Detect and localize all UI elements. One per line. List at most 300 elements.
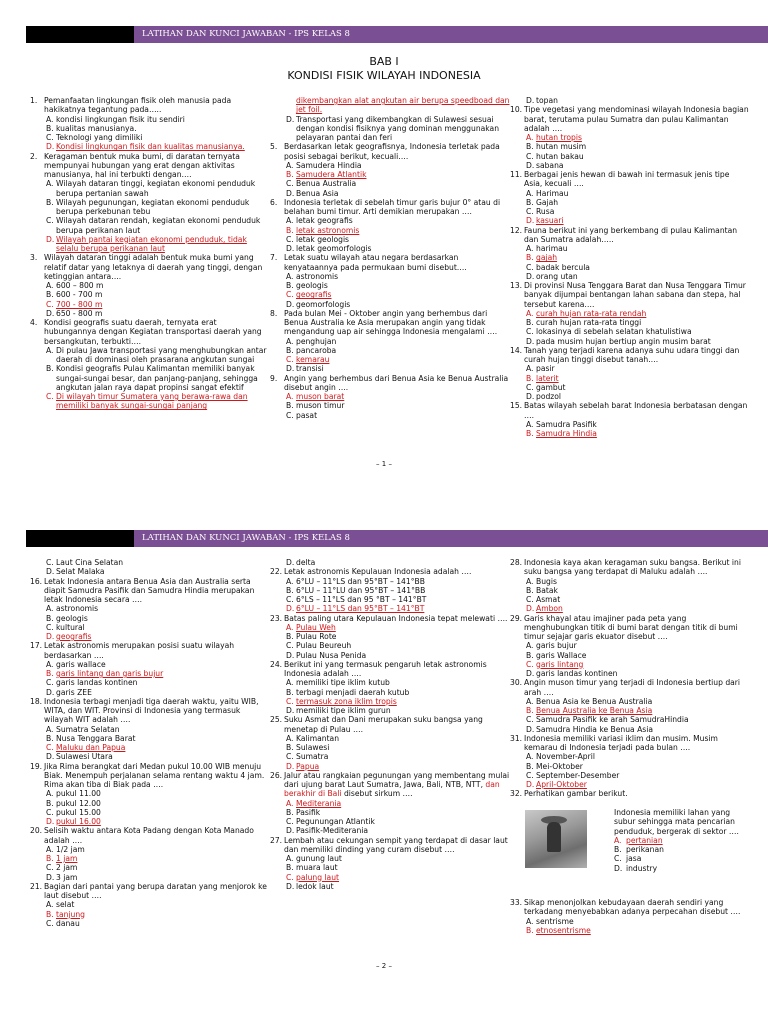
question-stem: Indonesia terletak di sebelah timur garis bujur 0° atau di belahan bumi timur. Arti demikian merupakan …. (284, 197, 501, 216)
answer-option (510, 337, 750, 346)
question-item (510, 96, 750, 105)
answer-option (30, 799, 270, 808)
option-text: Pulau Rote (296, 632, 337, 641)
option-letter: A. (46, 114, 54, 124)
question-item (510, 898, 750, 935)
question-number: 16. (30, 576, 43, 586)
option-text: 1/2 jam (56, 844, 85, 854)
answer-option-correct (510, 429, 750, 438)
option-text: Nusa Tenggara Barat (56, 733, 136, 743)
option-text: pasir (536, 364, 555, 374)
question-stem: Indonesia terbagi menjadi tiga daerah waktu, yaitu WIB, WITA, dan WIT. Provinsi di Indonesia yang termasuk wilayah WIT adalah …. (44, 696, 259, 725)
question-text (30, 96, 270, 115)
option-letter: D. (526, 271, 535, 281)
option-letter: C. (286, 290, 294, 300)
answer-option-correct (30, 910, 270, 919)
answer-option (30, 752, 270, 761)
question-text (510, 281, 750, 309)
option-text: kasuari (536, 216, 564, 226)
option-text: tanjung (56, 909, 85, 919)
option-letter: D. (286, 604, 295, 614)
answer-option (270, 826, 510, 835)
answer-option (614, 845, 754, 854)
option-text: selat (56, 900, 75, 910)
question-item (510, 789, 750, 798)
answer-option (510, 762, 750, 771)
answer-option-correct (614, 836, 754, 845)
question-stem: Indonesia memiliki variasi iklim dan musim. Musim kemarau di Indonesia terjadi pada bulan …. (524, 733, 718, 752)
question-item (30, 882, 270, 928)
option-text: garis landas kontinen (56, 678, 138, 688)
answer-option-correct (510, 926, 750, 935)
option-text: garis ZEE (56, 687, 92, 697)
question-stem: Kondisi geografis suatu daerah, ternyata erat hubungannya dengan Kegiatan transportasi daerah yang bersangkutan, terbukti…. (44, 318, 262, 346)
answer-option (30, 919, 270, 928)
option-letter: C. (526, 595, 534, 604)
option-letter: A. (286, 576, 294, 586)
answer-option (510, 207, 750, 216)
option-letter: D. (526, 392, 535, 401)
option-letter: C. (46, 863, 54, 873)
option-letter: B. (526, 429, 534, 438)
option-letter: C. (46, 807, 54, 817)
answer-option-correct (270, 873, 510, 882)
option-letter: D. (526, 336, 535, 346)
answer-option (270, 346, 510, 355)
question-item (270, 836, 510, 892)
question-stem: Berbagai jenis hewan di bawah ini termasuk jenis tipe Asia, kecuali …. (524, 170, 730, 189)
question-item (30, 577, 270, 642)
option-letter: C. (286, 595, 294, 604)
option-text: garis wallace (56, 659, 106, 669)
question-item (510, 346, 750, 402)
option-letter: D. (286, 299, 295, 309)
answer-option (30, 789, 270, 798)
answer-option (30, 346, 270, 365)
question-number: 7. (270, 253, 278, 263)
option-letter: A. (286, 678, 294, 688)
answer-option (270, 817, 510, 826)
answer-option (270, 281, 510, 290)
option-text: letak geologis (296, 234, 350, 244)
question-item (510, 734, 750, 790)
option-letter: D. (286, 706, 295, 715)
q32-stem: Indonesia memiliki lahan yang subur sehingga mata pencarian penduduk, bergerak di sektor …. (614, 808, 739, 836)
option-text: garis bujur (536, 641, 577, 651)
option-letter: C. (46, 678, 54, 688)
question-number: 6. (270, 197, 278, 207)
answer-option-correct (30, 669, 270, 678)
question-stem: Letak suatu wilayah atau negara berdasarkan kenyataannya pada permukaan bumi disebut…. (284, 253, 467, 272)
option-letter: D. (526, 724, 535, 734)
option-letter: A. (46, 900, 54, 910)
page-footer: – 2 – (376, 962, 392, 970)
answer-option-correct (510, 604, 750, 613)
option-letter: C. (46, 133, 54, 142)
option-text: Papua (296, 761, 320, 771)
option-text: termasuk zona iklim tropis (296, 696, 397, 706)
question-item (30, 558, 270, 577)
question-item (510, 678, 750, 734)
option-letter: D. (286, 881, 295, 891)
option-text: delta (296, 558, 316, 567)
answer-option (270, 401, 510, 410)
option-text: muara laut (296, 863, 338, 873)
option-letter: A. (286, 733, 294, 743)
question-stem: Perhatikan gambar berikut. (524, 789, 628, 799)
question-item (510, 401, 750, 438)
answer-option (30, 900, 270, 909)
answer-option (510, 244, 750, 253)
question-stem: Wilayah dataran tinggi adalah bentuk muka bumi yang relatif datar yang letaknya di daerah yang tinggi, dengan ketinggian antara…. (44, 253, 263, 281)
question-item (510, 281, 750, 346)
option-letter: A. (286, 392, 294, 401)
answer-option (30, 290, 270, 299)
option-text: Pulau Nusa Penida (296, 650, 367, 660)
option-text: pancaroba (296, 345, 337, 355)
answer-option (30, 614, 270, 623)
answer-option (30, 179, 270, 198)
question-item (510, 558, 750, 614)
answer-option (510, 96, 750, 105)
option-text: kemarau (296, 355, 330, 364)
option-text: Pasifik (296, 807, 321, 817)
page1-column-2 (270, 96, 510, 420)
answer-option-correct (30, 300, 270, 309)
option-text: penghujan (296, 336, 337, 346)
option-text: muson timur (296, 401, 345, 411)
question-number: 18. (30, 696, 43, 706)
option-letter: D. (46, 234, 55, 244)
option-text: industry (626, 863, 658, 873)
option-text: Pulau Beureuh (296, 641, 352, 651)
option-letter: C. (286, 355, 294, 364)
page2-column-1 (30, 558, 270, 928)
answer-option (30, 623, 270, 632)
answer-option-correct (270, 604, 510, 613)
question-item (270, 715, 510, 771)
answer-option-correct (510, 780, 750, 789)
answer-option-correct (510, 660, 750, 669)
option-letter: A. (526, 752, 534, 762)
option-text: Samudera Hindia (296, 160, 362, 170)
option-letter: C. (46, 216, 54, 226)
option-text: gajah (536, 253, 558, 263)
option-letter: B. (46, 123, 54, 133)
question-text (270, 614, 510, 623)
question-item (270, 96, 510, 142)
option-text: ledok laut (296, 881, 334, 891)
header-black-block (26, 26, 134, 43)
answer-option (510, 577, 750, 586)
answer-option (510, 327, 750, 336)
page-2 (0, 512, 768, 1024)
option-letter: A. (526, 133, 534, 142)
question-item (270, 660, 510, 716)
question-stem: Fauna berikut ini yang berkembang di pulau Kalimantan dan Sumatra adalah….. (524, 225, 738, 244)
question-number: 2. (30, 151, 38, 161)
option-text: garis landas kontinen (536, 669, 618, 678)
answer-option (510, 641, 750, 650)
option-text: Selat Malaka (56, 567, 105, 577)
question-stem: Sikap menonjolkan kebudayaan daerah sendiri yang terkadang menyebabkan adanya perpecahan disebut …. (524, 898, 741, 917)
option-letter: C. (286, 641, 294, 651)
option-text: Benua Asia ke Benua Australia (536, 696, 653, 706)
option-letter: B. (286, 807, 294, 817)
option-text: harimau (536, 244, 568, 253)
question-text (510, 401, 750, 420)
option-letter: B. (526, 706, 534, 715)
option-letter: A. (526, 364, 534, 374)
question-number: 29. (510, 613, 523, 623)
option-letter: D. (526, 216, 535, 226)
question-number: 9. (270, 373, 278, 383)
question-text (270, 715, 510, 734)
answer-option-correct (30, 142, 270, 151)
option-letter: A. (286, 798, 294, 808)
option-letter: B. (286, 170, 294, 179)
option-letter: C. (614, 854, 622, 864)
question-stem: Jalur atau rangkaian pegunungan yang membentang mulai dari ujung barat Laut Sumatra, Jawa, Bali, NTB, NTT, dan berakhir di Bali disebut sirkum …. (284, 770, 510, 799)
option-letter: A. (526, 916, 534, 926)
question-text (30, 762, 270, 790)
question-number: 30. (510, 678, 523, 688)
option-text: Sumatra (296, 752, 329, 762)
option-letter: D. (46, 632, 55, 641)
answer-option (510, 586, 750, 595)
option-text: sabana (536, 160, 564, 170)
question-text (510, 105, 750, 133)
option-letter: A. (46, 345, 54, 355)
option-letter: C. (286, 696, 294, 706)
option-letter: A. (286, 216, 294, 226)
option-letter: A. (46, 179, 54, 189)
answer-option (30, 567, 270, 576)
option-text: etnosentrisme (536, 925, 591, 935)
option-text: Samudra Pasifik ke arah SamudraHindia (536, 715, 689, 725)
option-text: memiliki tipe iklim gurun (296, 706, 391, 715)
question-number: 21. (30, 881, 43, 891)
option-letter: B. (526, 253, 534, 263)
question-number: 31. (510, 733, 523, 743)
option-text: Pasifik-Mediterania (296, 826, 369, 836)
option-text: Transportasi yang dikembangkan di Sulawesi sesuai dengan kondisi fisiknya yang dominan menggunakan pelayaran pantai dan feri (296, 114, 500, 142)
answer-option (270, 595, 510, 604)
answer-option-correct (30, 235, 270, 254)
option-text: memiliki tipe iklim kutub (296, 678, 390, 688)
option-text: danau (56, 918, 80, 928)
option-text: laterit (536, 373, 559, 383)
option-letter: C. (286, 179, 294, 189)
answer-option (30, 198, 270, 217)
question-stem: Keragaman bentuk muka bumi, di daratan ternyata mempunyai hubungan yang erat dengan aktivitas manusianya, hal ini terbukti dengan…. (44, 151, 240, 179)
answer-option (614, 864, 754, 873)
answer-option (30, 725, 270, 734)
option-letter: C. (526, 327, 534, 337)
option-letter: C. (526, 659, 534, 669)
answer-option (510, 198, 750, 207)
answer-option (30, 216, 270, 235)
option-text: curah hujan rata-rata rendah (536, 308, 647, 318)
question-text (510, 558, 750, 577)
answer-option (270, 734, 510, 743)
option-letter: C. (46, 622, 54, 632)
question-number: 32. (510, 789, 523, 799)
option-text: topan (536, 96, 558, 105)
answer-option (270, 244, 510, 253)
question-number: 23. (270, 613, 283, 623)
option-text: gambut (536, 382, 566, 392)
option-text: jasa (626, 854, 642, 864)
question-number: 10. (510, 105, 523, 115)
answer-option (270, 651, 510, 660)
option-text: 600 - 700 m (56, 290, 103, 300)
option-letter: B. (286, 345, 294, 355)
option-text: Kondisi geografis Pulau Kalimantan memiliki banyak sungai-sungai besar, dan panjang-panjang, sehingga angkutan jalan raya dapat propinsi sangat efektif (56, 364, 258, 392)
option-text: lokasinya di sebelah selatan khatulistiwa (536, 327, 692, 337)
option-letter: D. (46, 817, 55, 826)
question-text (270, 771, 510, 799)
option-text: pukul 11.00 (56, 789, 101, 799)
question-number: 27. (270, 835, 283, 845)
question-stem: Tanah yang terjadi karena adanya suhu udara tinggi dan curah hujan tinggi disebut tanah…. (524, 345, 740, 364)
answer-option (30, 364, 270, 392)
option-letter: D. (286, 244, 295, 253)
question-item (30, 96, 270, 152)
option-text: letak astronomis (296, 225, 360, 235)
option-letter: A. (46, 844, 54, 854)
option-text: 6°LS – 11°LS dan 95 °BT – 141°BT (296, 595, 427, 604)
question-number: 5. (270, 142, 278, 152)
answer-option (510, 383, 750, 392)
option-letter: C. (526, 382, 534, 392)
option-text: Sulawesi (296, 743, 330, 752)
answer-option (510, 161, 750, 170)
answer-option (510, 771, 750, 780)
answer-option (510, 595, 750, 604)
option-letter: D. (286, 826, 295, 836)
option-letter: B. (286, 225, 294, 235)
option-text: 6°LU – 11°LS dan 95°BT – 141°BT (296, 604, 425, 614)
question-text (30, 697, 270, 725)
option-text: Kondisi lingkungan fisik dan kualitas manusianya. (56, 142, 245, 152)
option-text: astronomis (56, 604, 99, 614)
chapter-number: BAB I (369, 55, 399, 68)
answer-option-correct (270, 697, 510, 706)
option-letter: B. (614, 845, 622, 854)
option-text: transisi (296, 364, 324, 374)
question-number: 28. (510, 558, 523, 567)
option-letter: A. (286, 271, 294, 281)
answer-option (270, 189, 510, 198)
answer-option (270, 577, 510, 586)
question-number: 20. (30, 826, 43, 836)
answer-option (510, 669, 750, 678)
question-text (30, 152, 270, 180)
option-text: Harimau (536, 188, 569, 198)
option-letter: B. (526, 925, 534, 935)
option-letter: C. (46, 918, 54, 928)
answer-option (510, 318, 750, 327)
option-text: garis lintang dan garis bujur (56, 669, 164, 678)
option-letter: B. (46, 613, 54, 623)
option-letter: D. (46, 308, 55, 318)
question-text (510, 734, 750, 753)
farmer-figure-shape (547, 822, 561, 852)
question-item (270, 253, 510, 309)
option-letter: B. (286, 687, 294, 697)
option-letter: C. (46, 299, 54, 309)
option-letter: B. (526, 142, 534, 152)
option-letter: A. (286, 160, 294, 170)
option-text: curah hujan rata-rata tinggi (536, 318, 642, 327)
question-stem: Jika Rima berangkat dari Medan pukul 10.00 WIB menuju Biak. Menempuh perjalanan selama rentang waktu 4 jam. Rima akan tiba di Biak pada …. (44, 761, 265, 789)
answer-option (510, 263, 750, 272)
question-number: 33. (510, 898, 523, 907)
option-letter: D. (286, 558, 295, 567)
question-stem: Letak Indonesia antara Benua Asia dan Australia serta diapit Samudra Pasifik dan Samudra Hindia merupakan letak Indonesia secara …. (44, 576, 255, 604)
option-letter: D. (46, 752, 55, 762)
answer-option (270, 863, 510, 872)
option-letter: C. (46, 743, 54, 752)
page-header (26, 26, 768, 43)
option-letter: B. (46, 798, 54, 808)
option-text: Wilayah pantai kegiatan ekonomi penduduk, tidak selalu berupa perikanan laut (56, 234, 247, 253)
option-text: pada musim hujan bertiup angin musim barat (536, 336, 711, 346)
option-text: pasat (296, 410, 318, 420)
question-item (510, 105, 750, 170)
question-text (510, 226, 750, 245)
option-text: palung laut (296, 872, 339, 882)
option-letter: A. (526, 188, 534, 198)
option-letter: C. (526, 262, 534, 272)
option-text: hutan bakau (536, 151, 584, 161)
option-letter: B. (46, 290, 54, 300)
answer-option (510, 715, 750, 724)
question-text (510, 170, 750, 189)
question-number: 14. (510, 345, 523, 355)
question-text (270, 374, 510, 393)
answer-option (510, 725, 750, 734)
page1-column-1 (30, 96, 270, 411)
option-letter: D. (526, 780, 535, 789)
answer-option-correct (270, 799, 510, 808)
option-letter: C. (286, 752, 294, 762)
header-title: LATIHAN DAN KUNCI JAWABAN - IPS KELAS 8 (134, 26, 768, 43)
option-letter: C. (286, 817, 294, 826)
option-text: pukul 15.00 (56, 807, 101, 817)
answer-option-correct (510, 309, 750, 318)
question-stem: Letak astronomis merupakan posisi suatu wilayah berdasarkan …. (44, 641, 235, 660)
option-text: muson barat (296, 392, 345, 401)
option-letter: D. (526, 604, 535, 614)
option-text: Benua Australia ke Benua Asia (536, 706, 653, 715)
option-text: April-Oktober (536, 780, 587, 789)
question-item (30, 152, 270, 254)
answer-option-correct (270, 290, 510, 299)
option-letter: A. (526, 419, 534, 429)
option-letter: B. (526, 318, 534, 327)
question-item (510, 226, 750, 282)
question-stem: Tipe vegetasi yang mendominasi wilayah Indonesia bagian barat, terutama pulau Sumatra dan pulau Kalimantan adalah …. (524, 105, 749, 133)
question-item (270, 142, 510, 198)
option-letter: A. (286, 854, 294, 863)
option-text: pukul 16.00 (56, 817, 101, 826)
option-text: garis Wallace (536, 650, 587, 660)
answer-option (30, 281, 270, 290)
option-letter: A. (286, 622, 294, 632)
answer-option (510, 142, 750, 151)
